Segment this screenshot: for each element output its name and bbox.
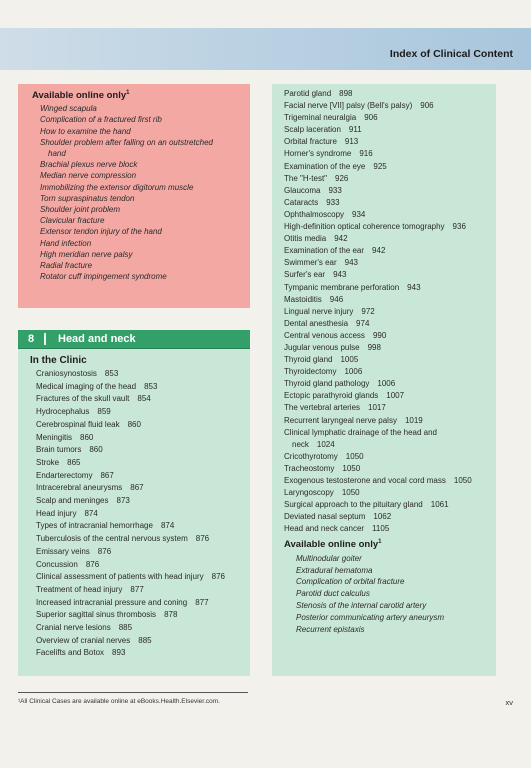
entry-title: Horner's syndrome: [284, 149, 352, 159]
online-only-heading: Available online only$^1$: [32, 90, 130, 102]
index-entry: [284, 209, 488, 221]
online-only-item-text: Shoulder problem after falling on an outstretched: [40, 137, 213, 147]
entry-page-number: 867: [130, 483, 144, 493]
online-only-item: [40, 271, 240, 282]
index-entry: [284, 306, 488, 318]
entry-page-number: 990: [372, 330, 387, 340]
entry-page-number: 998: [367, 342, 381, 352]
index-entry: [284, 112, 488, 124]
entry-title: Craniosynostosis: [36, 369, 97, 378]
index-entry: [36, 584, 250, 597]
online-only-item-text: Extensor tendon injury of the hand: [40, 227, 162, 237]
online-only-item-text: Torn supraspinatus tendon: [40, 193, 135, 203]
entry-title: Hydrocephalus: [36, 407, 90, 417]
entry-page-number: 943: [407, 282, 421, 292]
entry-title: Brain tumors: [36, 445, 82, 455]
chapter-8-panel: [18, 330, 250, 676]
index-entry: [284, 487, 488, 499]
entry-title: Examination of the eye: [284, 161, 366, 171]
in-the-clinic-heading: In the Clinic: [30, 355, 87, 366]
entry-page-number: 906: [364, 113, 378, 123]
entry-page-number: 865: [67, 457, 81, 467]
index-entry: [284, 100, 488, 112]
entry-page-number: 1024: [316, 439, 335, 449]
online-only-item: Multinodular goiter: [296, 553, 362, 563]
online-only-item: [40, 126, 240, 137]
entry-page-number: 974: [356, 318, 370, 328]
index-entry: [284, 221, 488, 233]
online-only-item-text: How to examine the hand: [40, 126, 131, 136]
index-entry: [36, 406, 250, 419]
chapter-title: Head and neck: [58, 333, 136, 345]
entry-page-number: 1050: [341, 488, 360, 498]
entry-title: Recurrent laryngeal nerve palsy: [284, 415, 397, 425]
entry-page-number: 1050: [345, 451, 364, 461]
entry-title: Overview of cranial nerves: [36, 635, 131, 645]
entry-title: Emissary veins: [36, 546, 90, 556]
index-entry: [36, 533, 250, 546]
entry-page-number: 853: [144, 381, 158, 391]
index-entry: [36, 482, 250, 495]
entry-title: Cerebrospinal fluid leak: [36, 419, 120, 429]
index-entry: [284, 523, 488, 535]
entry-title: Laryngoscopy: [284, 488, 334, 498]
index-entry: [284, 124, 488, 136]
index-entry: [284, 451, 488, 463]
index-entry: [284, 148, 488, 160]
online-only-item: [40, 249, 240, 260]
entry-page-number: 946: [329, 294, 344, 304]
entry-title: Exogenous testosterone and vocal cord mass: [284, 476, 446, 485]
online-only-item: [40, 159, 240, 170]
online-only-item-text: Brachial plexus nerve block: [40, 160, 138, 170]
index-entry: [284, 245, 488, 257]
entry-title: Ophthalmoscopy: [284, 209, 345, 219]
page-number: xv: [505, 698, 513, 707]
online-only-item: [40, 226, 240, 237]
index-entry: [36, 419, 250, 432]
entry-title: Increased intracranial pressure and coning: [36, 597, 188, 607]
entry-title: Fractures of the skull vault: [36, 394, 130, 404]
entry-title: Clinical lymphatic drainage of the head and: [284, 427, 437, 437]
entry-title: Swimmer's ear: [284, 258, 337, 268]
online-only-item-text: Immobilizing the extensor digitorum muscle: [40, 182, 194, 192]
entry-page-number: 1050: [342, 463, 361, 473]
entry-page-number: 1105: [372, 524, 390, 534]
online-only-item: [40, 193, 240, 204]
footnote-rule: [18, 692, 248, 693]
online-only-item: [40, 137, 240, 159]
online-only-item: Parotid duct calculus: [296, 589, 370, 599]
index-entry: [284, 378, 488, 390]
entry-title: Cataracts: [284, 197, 319, 207]
online-only-item-text: Hand infection: [40, 238, 92, 248]
index-entry: [284, 318, 488, 330]
index-entry: [284, 233, 488, 245]
online-only-item-text: Winged scapula: [40, 104, 97, 114]
entry-title: Ectopic parathyroid glands: [284, 391, 379, 401]
entry-title-continued: [284, 439, 488, 451]
index-entry: [284, 511, 488, 523]
entry-title: Trigeminal neuralgia: [284, 113, 357, 123]
index-entry: [284, 88, 488, 100]
index-entry: [36, 571, 250, 584]
online-only-item-text: Rotator cuff impingement syndrome: [40, 272, 167, 282]
index-entry: [284, 257, 488, 269]
entry-page-number: 1019: [404, 415, 423, 425]
entry-title: Clinical assessment of patients with head injury: [36, 572, 204, 582]
entry-page-number: 877: [195, 597, 209, 607]
index-entry: [284, 354, 488, 366]
entry-title: Mastoiditis: [284, 294, 322, 304]
index-entry: [36, 597, 250, 610]
entry-page-number: 876: [85, 559, 100, 569]
index-entry: [284, 463, 488, 475]
entry-title: Medical imaging of the head: [36, 381, 137, 391]
entry-title: Surfer's ear: [284, 270, 326, 280]
entry-page-number: 933: [328, 185, 342, 195]
index-entry: [284, 173, 488, 185]
index-entry: [284, 185, 488, 197]
entry-title: Cranial nerve lesions: [36, 623, 111, 633]
index-entry: [284, 402, 488, 414]
entry-page-number: 860: [80, 432, 94, 442]
entry-page-number: 1061: [430, 500, 449, 510]
index-entry: [36, 444, 250, 457]
index-entry: [36, 495, 250, 508]
entry-title: Head injury: [36, 508, 77, 518]
index-entry: [284, 475, 488, 487]
entry-title: Surgical approach to the pituitary gland: [284, 500, 423, 510]
clinic-entries-right-panel: [272, 84, 496, 676]
entry-title: Orbital fracture: [284, 137, 337, 147]
entry-page-number: 860: [89, 445, 103, 455]
index-entry: [36, 622, 250, 635]
entry-page-number: 854: [137, 394, 151, 404]
entry-title: Meningitis: [36, 432, 73, 442]
entry-page-number: 885: [118, 623, 133, 633]
index-entry: [36, 368, 250, 381]
online-only-item-text: Radial fracture: [40, 261, 93, 270]
entry-title: Endarterectomy: [36, 470, 93, 480]
index-entry: [284, 499, 488, 511]
index-entry: [284, 342, 488, 354]
index-entry: [284, 269, 488, 281]
online-only-item: Extradural hematoma: [296, 565, 373, 575]
index-entry: [284, 415, 488, 427]
entry-page-number: 867: [100, 470, 114, 480]
entry-title: Scalp and meninges: [36, 496, 109, 506]
entry-title: Jugular venous pulse: [284, 342, 360, 352]
entry-page-number: 893: [112, 648, 126, 658]
entry-page-number: 1006: [377, 379, 396, 389]
online-only-panel-left: [18, 84, 250, 308]
online-only-item: [40, 204, 240, 215]
index-entry: [36, 635, 250, 648]
entry-title: Cricothyrotomy: [284, 451, 338, 461]
online-only-list: [32, 103, 240, 282]
index-entry: [36, 546, 250, 559]
chapter-heading-bar: [18, 330, 250, 349]
entry-page-number: 913: [344, 137, 359, 147]
entry-page-number: 898: [339, 89, 353, 98]
index-entry: [36, 393, 250, 406]
entry-title: Thyroidectomy: [284, 367, 337, 377]
entry-title: Central venous access: [284, 330, 365, 340]
entry-title: Tuberculosis of the central nervous system: [36, 534, 188, 544]
entry-page-number: 936: [452, 222, 466, 232]
entry-page-number: 873: [116, 496, 130, 506]
entry-page-number: 916: [359, 149, 373, 159]
online-only-item: [40, 215, 240, 226]
online-only-heading-right: Available online only$^1$: [284, 539, 382, 551]
index-entry: [36, 508, 250, 521]
entry-page-number: 853: [104, 369, 119, 378]
online-only-item: [40, 182, 240, 193]
entry-title: The "H-test": [284, 173, 328, 183]
entry-title: Concussion: [36, 559, 78, 569]
entry-title: Otitis media: [284, 234, 327, 244]
entry-page-number: 933: [326, 197, 340, 207]
entry-title: Tympanic membrane perforation: [284, 282, 400, 292]
online-only-item: [40, 103, 240, 114]
entry-page-number: 877: [130, 584, 144, 594]
online-only-item: Recurrent epistaxis: [296, 625, 365, 635]
index-entry: [36, 559, 250, 572]
entry-title: Types of intracranial hemorrhage: [36, 521, 153, 531]
online-only-item-text: Clavicular fracture: [40, 216, 105, 226]
index-entry: [284, 330, 488, 342]
entry-page-number: 1007: [386, 391, 405, 401]
entry-page-number: 1050: [453, 476, 472, 485]
online-only-item: [40, 170, 240, 181]
online-only-item: [40, 260, 240, 271]
entry-page-number: 942: [372, 246, 386, 256]
index-entry: [36, 647, 250, 660]
entry-page-number: 1062: [373, 512, 392, 522]
entry-title: Facelifts and Botox: [36, 648, 105, 658]
index-entry: [36, 432, 250, 445]
entry-title: Glaucoma: [284, 185, 321, 195]
entry-page-number: 885: [138, 635, 152, 645]
online-only-item-text: Median nerve compression: [40, 171, 137, 181]
entry-title: Tracheostomy: [284, 463, 335, 473]
index-entry: [284, 282, 488, 294]
page-header-title: Index of Clinical Content: [389, 48, 513, 60]
index-entry: [36, 381, 250, 394]
entry-page-number: 972: [361, 306, 375, 316]
entry-page-number: 1005: [340, 355, 359, 365]
entry-page-number: 911: [348, 125, 362, 135]
entry-page-number: 1017: [368, 403, 386, 413]
entry-page-number: 874: [84, 508, 98, 518]
index-entry: [284, 136, 488, 148]
entry-title: High-definition optical coherence tomography: [284, 222, 445, 232]
online-only-item-text: High meridian nerve palsy: [40, 249, 133, 259]
entry-page-number: 859: [97, 407, 111, 417]
index-entry: [36, 457, 250, 470]
entry-title: Dental anesthesia: [284, 318, 349, 328]
online-only-item: Stenosis of the internal carotid artery: [296, 601, 427, 611]
index-entry: [284, 366, 488, 378]
entry-title: Thyroid gland pathology: [284, 379, 370, 389]
index-entry: [284, 427, 488, 451]
entry-title: Scalp laceration: [284, 125, 341, 135]
entry-page-number: 874: [160, 521, 175, 531]
index-entry: [284, 197, 488, 209]
entry-page-number: 906: [420, 101, 434, 111]
footnote: ¹All Clinical Cases are available online at eBooks.Health.Elsevier.com.: [18, 698, 220, 705]
entry-page-number: 943: [333, 270, 347, 280]
online-only-item: Posterior communicating artery aneurysm: [296, 613, 445, 623]
chapter-number: 8: [18, 333, 46, 345]
index-entry: [36, 609, 250, 622]
online-only-item: [40, 114, 240, 125]
entry-page-number: 943: [344, 258, 359, 268]
online-only-item-text: hand: [48, 148, 66, 158]
online-only-list-right: [284, 553, 488, 636]
entry-page-number: 876: [97, 546, 112, 556]
entry-title: Treatment of head injury: [36, 584, 123, 594]
entry-title: Deviated nasal septum: [284, 512, 366, 522]
entry-page-number: 942: [334, 234, 348, 244]
online-only-item-text: Complication of a fractured first rib: [40, 115, 162, 125]
entry-title-line2: neck: [292, 439, 309, 449]
online-only-item-text: Shoulder joint problem: [40, 204, 121, 214]
entry-title: Intracerebral aneurysms: [36, 483, 123, 493]
entry-title: Head and neck cancer: [284, 524, 365, 534]
online-only-item: Complication of orbital fracture: [296, 577, 405, 587]
entry-title: Facial nerve [VII] palsy (Bell's palsy): [284, 101, 413, 111]
index-entry: [36, 520, 250, 533]
entry-page-number: 926: [335, 173, 349, 183]
index-entry: [284, 390, 488, 402]
clinic-entries-list-continued: [284, 88, 488, 535]
entry-page-number: 1006: [344, 367, 363, 377]
index-entry: [284, 161, 488, 173]
online-only-item: [40, 238, 240, 249]
entry-page-number: 934: [352, 209, 366, 219]
entry-page-number: 860: [127, 419, 141, 429]
index-entry: [284, 294, 488, 306]
index-entry: [36, 470, 250, 483]
entry-page-number: 925: [373, 161, 387, 171]
entry-page-number: 878: [164, 610, 178, 620]
clinic-entries-list: [18, 368, 250, 660]
entry-title: Lingual nerve injury: [284, 306, 354, 316]
entry-title: Thyroid gland: [284, 355, 333, 365]
entry-title: Stroke: [36, 457, 60, 467]
entry-page-number: 876: [211, 572, 225, 582]
entry-title: Superior sagittal sinus thrombosis: [36, 610, 157, 620]
entry-page-number: 876: [195, 534, 210, 544]
entry-title: Parotid gland: [284, 89, 332, 98]
entry-title: The vertebral arteries: [284, 403, 361, 413]
entry-title: Examination of the ear: [284, 246, 365, 256]
